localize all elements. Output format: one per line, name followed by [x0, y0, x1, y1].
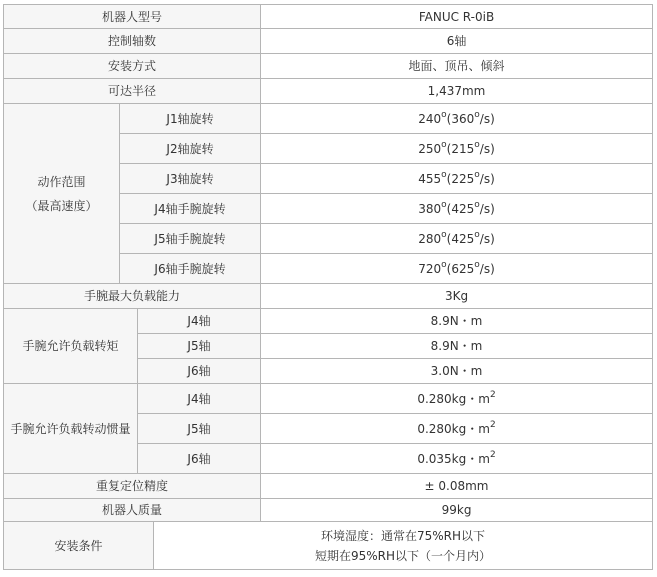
axis-label: J6轴: [138, 444, 261, 474]
axis-label: J5轴手腕旋转: [120, 224, 261, 254]
exponent: 2: [489, 389, 496, 400]
row-label: 可达半径: [4, 79, 261, 104]
axis-label: J1轴旋转: [120, 104, 261, 134]
motion-range-label: [4, 104, 120, 284]
conditions-line: 环境湿度：通常在75%RH以下: [320, 528, 486, 543]
row-value: 地面、顶吊、倾斜: [261, 54, 653, 79]
speed-unit: /s): [479, 261, 495, 276]
degree-mark: o: [441, 229, 447, 240]
motion-value: [261, 224, 653, 254]
torque-value: 8.9N・m: [261, 309, 653, 334]
row-model: [4, 5, 653, 29]
speed-unit: /s): [479, 171, 495, 186]
conditions-label: 安装条件: [4, 522, 154, 570]
range-value: 240: [418, 111, 442, 126]
speed-unit: /s): [479, 111, 495, 126]
speed-unit: /s): [479, 231, 495, 246]
row-torque-j4: [4, 309, 653, 334]
inertia-number: 0.280kg・m: [417, 421, 490, 436]
speed-value: (625: [446, 261, 475, 276]
degree-mark: o: [441, 259, 447, 270]
range-value: 250: [418, 141, 442, 156]
degree-mark: o: [474, 169, 480, 180]
degree-mark: o: [441, 139, 447, 150]
degree-mark: o: [474, 139, 480, 150]
spec-table: [3, 4, 653, 570]
exponent: 2: [489, 419, 496, 430]
degree-mark: o: [474, 109, 480, 120]
conditions-line: 短期在95%RH以下（一个月内）: [314, 548, 492, 563]
row-mounting: [4, 54, 653, 79]
speed-value: (425: [446, 231, 475, 246]
inertia-value: [261, 414, 653, 444]
degree-mark: o: [474, 199, 480, 210]
inertia-value: [261, 444, 653, 474]
motion-value: [261, 134, 653, 164]
row-label: 控制轴数: [4, 29, 261, 54]
row-inertia-j4: [4, 384, 653, 414]
inertia-value: [261, 384, 653, 414]
axis-label: J4轴: [138, 384, 261, 414]
motion-value: [261, 194, 653, 224]
row-mass: [4, 499, 653, 522]
speed-value: (360: [446, 111, 475, 126]
torque-label: 手腕允许负载转矩: [4, 309, 138, 384]
row-value: 99kg: [261, 499, 653, 522]
row-label: 机器人型号: [4, 5, 261, 29]
row-value: FANUC R-0iB: [261, 5, 653, 29]
axis-label: J4轴: [138, 309, 261, 334]
row-value: 3Kg: [261, 284, 653, 309]
axis-label: J6轴手腕旋转: [120, 254, 261, 284]
torque-value: 8.9N・m: [261, 334, 653, 359]
conditions-value: [154, 522, 653, 570]
row-label: 重复定位精度: [4, 474, 261, 499]
row-reach: [4, 79, 653, 104]
speed-unit: /s): [479, 141, 495, 156]
inertia-number: 0.035kg・m: [417, 451, 490, 466]
row-payload: [4, 284, 653, 309]
axis-label: J4轴手腕旋转: [120, 194, 261, 224]
degree-mark: o: [441, 169, 447, 180]
inertia-number: 0.280kg・m: [417, 391, 490, 406]
degree-mark: o: [474, 229, 480, 240]
torque-value: 3.0N・m: [261, 359, 653, 384]
row-axes: [4, 29, 653, 54]
speed-value: (225: [446, 171, 475, 186]
motion-value: [261, 254, 653, 284]
row-label: 机器人质量: [4, 499, 261, 522]
axis-label: J6轴: [138, 359, 261, 384]
degree-mark: o: [474, 259, 480, 270]
row-value: ± 0.08mm: [261, 474, 653, 499]
motion-value: [261, 104, 653, 134]
axis-label: J5轴: [138, 334, 261, 359]
row-label: 手腕最大负载能力: [4, 284, 261, 309]
axis-label: J5轴: [138, 414, 261, 444]
axis-label: J2轴旋转: [120, 134, 261, 164]
motion-value: [261, 164, 653, 194]
exponent: 2: [489, 449, 496, 460]
range-value: 280: [418, 231, 442, 246]
range-value: 720: [418, 261, 442, 276]
motion-range-title: 动作范围: [37, 174, 86, 189]
speed-value: (215: [446, 141, 475, 156]
row-repeatability: [4, 474, 653, 499]
motion-range-subtitle: （最高速度）: [25, 198, 98, 213]
row-conditions: [4, 522, 653, 570]
inertia-label: 手腕允许负载转动惯量: [4, 384, 138, 474]
row-motion-j1: [4, 104, 653, 134]
axis-label: J3轴旋转: [120, 164, 261, 194]
speed-value: (425: [446, 201, 475, 216]
row-value: 1,437mm: [261, 79, 653, 104]
row-label: 安装方式: [4, 54, 261, 79]
row-value: 6轴: [261, 29, 653, 54]
range-value: 380: [418, 201, 442, 216]
range-value: 455: [418, 171, 442, 186]
degree-mark: o: [441, 199, 447, 210]
degree-mark: o: [441, 109, 447, 120]
speed-unit: /s): [479, 201, 495, 216]
